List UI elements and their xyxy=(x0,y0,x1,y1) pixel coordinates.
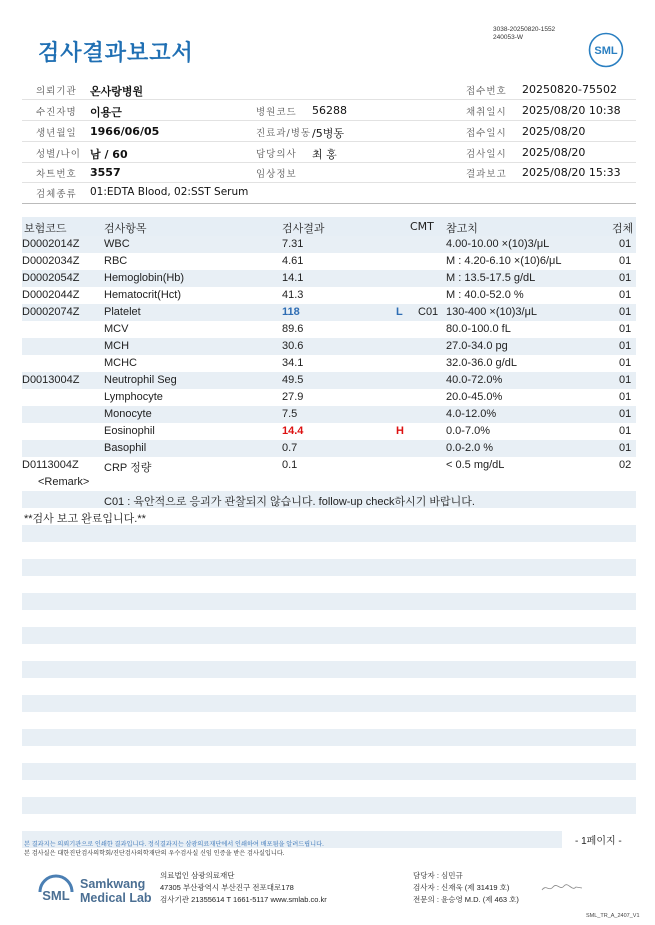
staff-block xyxy=(413,870,519,906)
cell-result: 7.31 xyxy=(282,238,304,250)
cell-result: 0.1 xyxy=(282,459,298,471)
lab-address-block xyxy=(160,870,327,906)
cell-code: D0002074Z xyxy=(22,306,80,318)
table-row xyxy=(22,253,636,270)
cell-specimen: 01 xyxy=(619,289,632,301)
staff-specialist: 전문의 : 윤승영 M.D. (제 463 호) xyxy=(413,895,519,904)
cell-result: 34.1 xyxy=(282,357,304,369)
footer-note-print: 본 결과지는 의뢰기관으로 인쇄한 결과입니다. 정식결과지는 삼광의료재단에서 인쇄하여 배포됨을 알려드립니다. xyxy=(24,841,324,848)
cell-result: 89.6 xyxy=(282,323,304,335)
clinical-label: 임상정보 xyxy=(256,169,297,180)
cell-specimen: 01 xyxy=(619,255,632,267)
report-date-label: 결과보고 xyxy=(466,169,507,180)
cell-result: 14.1 xyxy=(282,272,304,284)
sexage-value: 남 / 60 xyxy=(90,148,128,161)
table-row xyxy=(22,321,636,338)
staff-in-charge: 담당자 : 심민규 xyxy=(413,871,463,880)
cell-ref: 27.0-34.0 pg xyxy=(446,340,508,352)
header-divider xyxy=(22,203,636,204)
doctor-label: 담당의사 xyxy=(256,149,297,160)
table-row xyxy=(22,406,636,423)
lab-name xyxy=(80,877,152,905)
header-row-patient xyxy=(22,100,636,121)
cell-code: D0113004Z xyxy=(22,459,79,471)
cell-item: RBC xyxy=(104,255,128,267)
cell-specimen: 01 xyxy=(619,357,632,369)
dept-value: /5병동 xyxy=(312,127,344,140)
lab-address: 47305 부산광역시 부산진구 전포대로178 xyxy=(160,883,294,892)
cell-ref: 40.0-72.0% xyxy=(446,374,503,386)
col-cmt-header: CMT xyxy=(410,220,434,233)
filler-row xyxy=(22,763,636,780)
patient-label: 수진자명 xyxy=(36,107,77,118)
table-row xyxy=(22,338,636,355)
hospital-code-value: 56288 xyxy=(312,104,347,117)
form-code: SML_TR_A_2407_V1 xyxy=(586,913,640,919)
patient-value: 이용근 xyxy=(90,106,122,119)
filler-row xyxy=(22,593,636,610)
cell-ref: 0.0-2.0 % xyxy=(446,442,494,454)
col-ref-header: 참고치 xyxy=(446,222,478,235)
col-result-header: 검사결과 xyxy=(282,222,325,235)
table-row xyxy=(22,287,636,304)
cell-item: Lymphocyte xyxy=(104,391,163,403)
cell-item: WBC xyxy=(104,238,130,250)
cell-item: Hematocrit(Hct) xyxy=(104,289,182,301)
cell-item: CRP 정량 xyxy=(104,462,152,474)
document-id xyxy=(493,26,555,42)
dept-label: 진료과/병동 xyxy=(256,128,312,139)
lab-name-line1: Samkwang xyxy=(80,877,146,891)
cell-code: D0002044Z xyxy=(22,289,80,301)
samkwang-logo-text: SML xyxy=(42,888,70,903)
sml-logo-icon xyxy=(588,32,624,68)
cell-result: 27.9 xyxy=(282,391,304,403)
samkwang-logo-icon xyxy=(36,870,76,910)
birth-value: 1966/06/05 xyxy=(90,125,160,138)
cell-result: 41.3 xyxy=(282,289,304,301)
lab-org: 의료법인 삼광의료재단 xyxy=(160,871,235,880)
cell-code: D0002014Z xyxy=(22,238,80,250)
cell-result: 14.4 xyxy=(282,425,304,437)
footer-note-cert: 본 검사실은 대한진단검사의학회/진단검사의학재단의 우수검사실 신임 인증을 받은 검사실입니다. xyxy=(24,850,285,857)
remark-text: C01 : 육안적으로 응괴가 관찰되지 않습니다. follow-up check하시기 바랍니다. xyxy=(104,496,475,508)
cell-specimen: 01 xyxy=(619,391,632,403)
cell-ref: < 0.5 mg/dL xyxy=(446,459,505,471)
cell-specimen: 01 xyxy=(619,306,632,318)
cell-ref: M : 13.5-17.5 g/dL xyxy=(446,272,536,284)
filler-row xyxy=(22,661,636,678)
test-date-value: 2025/08/20 xyxy=(522,146,586,159)
cell-ref: 80.0-100.0 fL xyxy=(446,323,511,335)
cell-specimen: 01 xyxy=(619,442,632,454)
header-row-requester xyxy=(22,79,636,100)
report-date-value: 2025/08/20 15:33 xyxy=(522,166,621,179)
chart-value: 3557 xyxy=(90,166,121,179)
cell-result: 7.5 xyxy=(282,408,298,420)
results-table-header xyxy=(22,217,636,236)
requester-value: 온사랑병원 xyxy=(90,85,144,98)
remark-text-row xyxy=(22,491,636,508)
header-row-specimen xyxy=(22,182,636,202)
report-complete-text: **검사 보고 완료입니다.** xyxy=(24,513,146,525)
filler-row xyxy=(22,729,636,746)
cell-item: Neutrophil Seg xyxy=(104,374,177,386)
filler-row xyxy=(22,525,636,542)
cell-item: Basophil xyxy=(104,442,147,454)
receipt-no-label: 접수번호 xyxy=(466,86,507,97)
specimen-label: 검체종류 xyxy=(36,189,77,200)
cell-code: D0013004Z xyxy=(22,374,80,386)
remark-label-row xyxy=(22,474,636,491)
table-row xyxy=(22,304,636,321)
sexage-label: 성별/나이 xyxy=(36,149,81,160)
table-row xyxy=(22,236,636,253)
report-title: 검사결과보고서 xyxy=(38,41,194,66)
table-row xyxy=(22,457,636,474)
header-row-sexage xyxy=(22,142,636,163)
cell-item: MCV xyxy=(104,323,129,335)
cell-ref: 4.00-10.00 ×(10)3/μL xyxy=(446,238,550,250)
filler-row xyxy=(22,559,636,576)
cell-specimen: 01 xyxy=(619,425,632,437)
cell-item: MCHC xyxy=(104,357,137,369)
cell-result: 49.5 xyxy=(282,374,304,386)
header-row-chart xyxy=(22,162,636,183)
filler-row xyxy=(22,627,636,644)
cell-flag: H xyxy=(396,425,404,437)
col-item-header: 검사항목 xyxy=(104,222,147,235)
table-row xyxy=(22,372,636,389)
cell-specimen: 01 xyxy=(619,340,632,352)
cell-ref: M : 40.0-52.0 % xyxy=(446,289,524,301)
cell-item: Platelet xyxy=(104,306,141,318)
document-id-line2: 240053-W xyxy=(493,34,523,41)
doctor-value: 최 홍 xyxy=(312,148,337,161)
receipt-date-value: 2025/08/20 xyxy=(522,125,586,138)
cell-code: D0002034Z xyxy=(22,255,80,267)
cell-specimen: 02 xyxy=(619,459,632,471)
lab-name-line2: Medical Lab xyxy=(80,891,152,905)
cell-specimen: 01 xyxy=(619,408,632,420)
cell-item: Hemoglobin(Hb) xyxy=(104,272,185,284)
table-row xyxy=(22,440,636,457)
cell-item: MCH xyxy=(104,340,130,352)
cell-specimen: 01 xyxy=(619,323,632,335)
table-row xyxy=(22,423,636,440)
table-row xyxy=(22,270,636,287)
cell-ref: 32.0-36.0 g/dL xyxy=(446,357,517,369)
cell-ref: 130-400 ×(10)3/μL xyxy=(446,306,538,318)
table-row xyxy=(22,389,636,406)
specimen-value: 01:EDTA Blood, 02:SST Serum xyxy=(90,186,249,198)
signature-icon xyxy=(540,882,584,894)
cell-result: 30.6 xyxy=(282,340,304,352)
cell-item: Eosinophil xyxy=(104,425,155,437)
cell-specimen: 01 xyxy=(619,374,632,386)
cell-ref: M : 4.20-6.10 ×(10)6/μL xyxy=(446,255,562,267)
test-date-label: 검사일시 xyxy=(466,149,507,160)
cell-ref: 20.0-45.0% xyxy=(446,391,503,403)
lab-license: 검사기관 21355614 T 1661-5117 www.smlab.co.kr xyxy=(160,895,327,904)
cell-cmt: C01 xyxy=(418,306,439,318)
receipt-date-label: 접수일시 xyxy=(466,128,507,139)
col-code-header: 보험코드 xyxy=(24,222,67,235)
cell-result: 118 xyxy=(282,306,300,318)
birth-label: 생년월일 xyxy=(36,128,77,139)
filler-row xyxy=(22,797,636,814)
sml-logo-text: SML xyxy=(594,45,618,57)
col-specimen-header: 검체 xyxy=(612,222,634,235)
collect-date-label: 채취일시 xyxy=(466,107,507,118)
receipt-no-value: 20250820-75502 xyxy=(522,83,617,96)
cell-specimen: 01 xyxy=(619,238,632,250)
cell-code: D0002054Z xyxy=(22,272,80,284)
cell-result: 0.7 xyxy=(282,442,298,454)
cell-ref: 0.0-7.0% xyxy=(446,425,491,437)
chart-label: 차트번호 xyxy=(36,169,77,180)
cell-ref: 4.0-12.0% xyxy=(446,408,497,420)
report-complete-row xyxy=(22,508,636,525)
document-id-line1: 3038-20250820-1552 xyxy=(493,26,556,33)
header-row-birth xyxy=(22,121,636,142)
cell-flag: L xyxy=(396,306,403,318)
page-number: - 1페이지 - xyxy=(575,836,622,847)
hospital-code-label: 병원코드 xyxy=(256,107,297,118)
cell-item: Monocyte xyxy=(104,408,152,420)
collect-date-value: 2025/08/20 10:38 xyxy=(522,104,621,117)
remark-label: <Remark> xyxy=(38,476,90,488)
table-row xyxy=(22,355,636,372)
filler-row xyxy=(22,695,636,712)
requester-label: 의뢰기관 xyxy=(36,86,77,97)
staff-tester: 검사자 : 신재욱 (제 31419 호) xyxy=(413,883,510,892)
cell-specimen: 01 xyxy=(619,272,632,284)
cell-result: 4.61 xyxy=(282,255,304,267)
